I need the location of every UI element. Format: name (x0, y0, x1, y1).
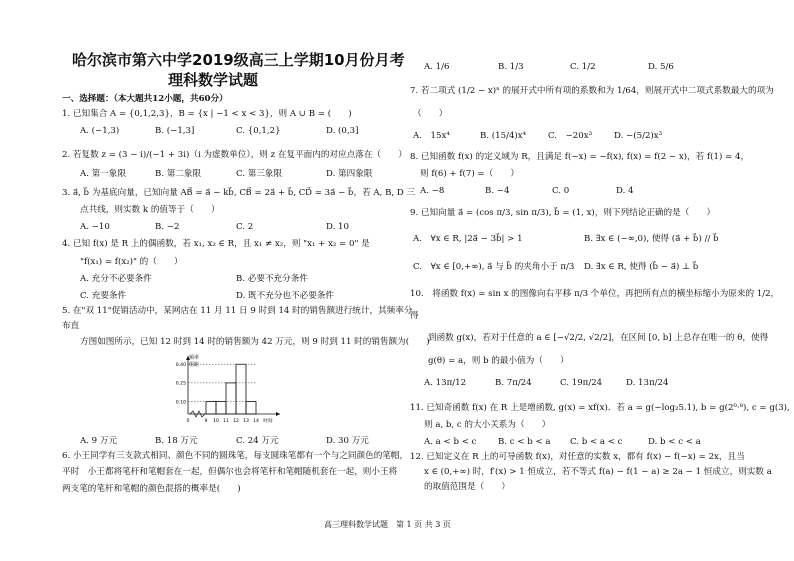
q4-option-a: A. 充分不必要条件 (80, 274, 152, 284)
q11-option-a: A. a < b < c (424, 437, 477, 447)
hist-bar-13-14 (246, 402, 256, 414)
q6-option-d: D. 5/6 (648, 62, 674, 72)
q4-option-d: D. 既不充分也不必要条件 (236, 291, 334, 301)
q7-option-b: B. (15/4)x⁴ (480, 131, 527, 141)
q11-option-b: B. c < b < a (498, 437, 551, 447)
hist-xtick-12: 12 (233, 419, 239, 424)
q7-option-a: A. 15x⁴ (413, 131, 450, 141)
hist-bar-10-11 (216, 402, 226, 414)
question-11-line2: 则 a, b, c 的大小关系为（ ） (424, 420, 551, 430)
q6-option-b: B. 1/3 (498, 62, 524, 72)
hist-xtick-时间: 时间 (263, 419, 273, 424)
hist-ylabel-1: 频率 (189, 355, 200, 361)
q3-option-b: B. −2 (155, 222, 180, 232)
q10-option-c: C. 19π/24 (560, 378, 603, 388)
question-10-line1: 10. 将函数 f(x) = sin x 的图像向右平移 π/3 个单位，再把所有点的横坐标缩小为原来的 1/2， (410, 289, 780, 299)
question-3-line1: 3. a⃗, b⃗ 为基底向量，已知向量 AB⃗ = a⃗ − kb⃗, CB⃗ = 2a⃗ + b⃗, CD⃗ = 3a⃗ − b⃗，若 A, B, D 三 (62, 188, 416, 198)
question-10-line3: 到函数 g(x)，若对于任意的 a ∈ [−√2/2, √2/2]，在区间 [0, b] 上总存在唯一的 θ，使得 (428, 333, 769, 343)
q7-option-d: D. −(5/2)x³ (614, 131, 663, 141)
question-3-line2: 点共线，则实数 k 的值等于（ ） (80, 205, 220, 215)
q8-option-a: A. −8 (420, 186, 445, 196)
q10-option-a: A. 13π/12 (424, 378, 467, 388)
question-6-line1: 6. 小王同学有三支款式相同、颜色不同的圆珠笔，每支圆珠笔都有一个与之同颜色的笔帽， (62, 451, 409, 461)
page-footer: 高三理科数学试题 第 1 页 共 3 页 (324, 520, 451, 529)
q4-option-b: B. 必要不充分条件 (236, 274, 308, 284)
q1-option-b: B. (−1,3] (155, 126, 195, 136)
q3-option-d: D. 10 (326, 222, 349, 232)
hist-ylabel-2: 组距 (189, 362, 200, 368)
q10-option-d: D. 13π/24 (626, 378, 669, 388)
q5-option-a: A. 9 万元 (80, 436, 118, 446)
hist-bar-12-13 (236, 364, 246, 414)
q2-option-b: B. 第二象限 (155, 169, 202, 179)
q9-option-d: D. ∃x ∈ R, 使得 (b⃗ − a⃗) ⊥ b⃗ (584, 262, 699, 272)
question-7-line2: （ ） (413, 109, 448, 119)
question-10-line4: g(θ) = a，则 b 的最小值为（ ） (428, 356, 569, 366)
question-9: 9. 已知向量 a⃗ = (cos π/3, sin π/3), b⃗ = (1, x)，则下列结论正确的是（ ） (410, 208, 716, 218)
question-12-line2: x ∈ (0,+∞) 时，f′(x) > 1 恒成立，若不等式 f(a) − f(1 − a) ≥ 2a − 1 恒成立，则实数 a (424, 467, 772, 477)
q2-option-a: A. 第一象限 (80, 169, 127, 179)
q4-option-c: C. 充要条件 (80, 291, 127, 301)
hist-ytick-0.10: 0.10 (175, 400, 186, 406)
q8-option-d: D. 4 (616, 186, 634, 196)
q9-option-c: C. ∀x ∈ [0,+∞), a⃗ 与 b⃗ 的夹角小于 π/3 (413, 262, 575, 272)
question-8-line2: 则 f(6) + f(7) =（ ） (420, 169, 520, 179)
q9-option-b: B. ∃x ∈ (−∞,0), 使得 (a⃗ + b⃗) // b⃗ (584, 234, 719, 244)
hist-x-arrow (276, 412, 280, 416)
page-title-line1: 哈尔滨市第六中学2019级高三上学期10月份月考 (72, 51, 405, 69)
q1-option-a: A. (−1,3) (80, 126, 120, 136)
q9-option-a: A. ∀x ∈ R, |2a⃗ − 3b⃗| > 1 (413, 234, 523, 244)
q3-option-a: A. −10 (80, 222, 110, 232)
hist-xtick-0: 0 (186, 419, 190, 424)
q2-option-d: D. 第四象限 (326, 169, 373, 179)
question-1: 1. 已知集合 A = {0,1,2,3}，B = {x | −1 < x < 3}，则 A ∪ B = ( ) (62, 109, 352, 119)
question-5-line1: 5. 在"双 11"促销活动中，某网店在 11 月 11 日 9 时到 14 时的销售额进行统计，其频率分 (62, 306, 413, 316)
q3-option-c: C. 2 (236, 222, 254, 232)
hist-ytick-0.40: 0.40 (175, 363, 186, 369)
q2-option-c: C. 第三象限 (236, 169, 283, 179)
q5-option-c: C. 24 万元 (236, 436, 279, 446)
question-8-line1: 8. 已知函数 f(x) 的定义域为 R，且满足 f(−x) = −f(x), f(x) = f(2 − x)，若 f(1) = 4， (410, 152, 750, 162)
q11-option-d: D. b < c < a (648, 437, 701, 447)
section-heading: 一、选择题：（本大题共12小题，共60分） (62, 94, 228, 104)
question-12-line1: 12. 已知定义在 R 上的可导函数 f(x)，对任意的实数 x，都有 f(x) − f(−x) = 2x，且当 (410, 452, 745, 462)
q8-option-b: B. −4 (485, 186, 510, 196)
q5-option-d: D. 30 万元 (326, 436, 369, 446)
question-6-line2: 平时 小王都将笔杆和笔帽套在一起，但偶尔也会将笔杆和笔帽随机套在一起，则小王将 (62, 467, 398, 477)
hist-xtick-11: 11 (223, 419, 229, 424)
question-4-line2: "f(x₁) = f(x₂)" 的（ ） (80, 257, 183, 267)
q8-option-c: C. 0 (552, 186, 570, 196)
question-7-line1: 7. 若二项式 (1/2 − x)ⁿ 的展开式中所有项的系数和为 1/64，则展开式中二项式系数最大的项为 (410, 86, 774, 96)
question-5-line3: 方图如图所示，已知 12 时到 14 时的销售额为 42 万元，则 9 时到 11 时的销售额为( ) (80, 337, 430, 347)
q5-option-b: B. 18 万元 (155, 436, 198, 446)
question-12-line3: 的取值范围是（ ） (424, 482, 510, 492)
q6-option-c: C. 1/2 (570, 62, 596, 72)
q7-option-c: C. −20x³ (548, 131, 593, 141)
hist-bar-9-10 (206, 402, 216, 414)
question-11-line1: 11. 已知奇函数 f(x) 在 R 上是增函数, g(x) = xf(x)．若 a = g(−log₂5.1), b = g(2⁰·⁸), c = g(3), (410, 403, 790, 413)
hist-xtick-13: 13 (243, 419, 249, 424)
q1-option-c: C. {0,1,2} (236, 126, 281, 136)
q11-option-c: C. b < a < c (570, 437, 623, 447)
hist-xtick-9: 9 (204, 419, 208, 424)
question-5-line2: 布直 (62, 321, 80, 331)
q6-option-a: A. 1/6 (424, 62, 450, 72)
hist-xtick-14: 14 (253, 419, 259, 424)
hist-ytick-0.25: 0.25 (175, 381, 186, 387)
page-title-line2: 理科数学试题 (168, 71, 259, 89)
question-4-line1: 4. 已知 f(x) 是 R 上的偶函数，若 x₁, x₂ ∈ R，且 x₁ ≠ x₂，则 "x₁ + x₂ = 0" 是 (62, 239, 370, 249)
frequency-histogram (168, 352, 290, 430)
q10-option-b: B. 7π/24 (495, 378, 532, 388)
question-6-line3: 两支笔的笔杆和笔帽的颜色混搭的概率是( ) (62, 484, 241, 494)
hist-bar-11-12 (226, 383, 236, 414)
q1-option-d: D. (0,3] (326, 126, 359, 136)
question-2: 2. 若复数 z = (3 − i)/(−1 + 3i)（i 为虚数单位），则 z 在复平面内的对应点落在（ ） (62, 150, 407, 160)
hist-xtick-10: 10 (213, 419, 219, 424)
question-10-line2: 得 (410, 311, 419, 321)
